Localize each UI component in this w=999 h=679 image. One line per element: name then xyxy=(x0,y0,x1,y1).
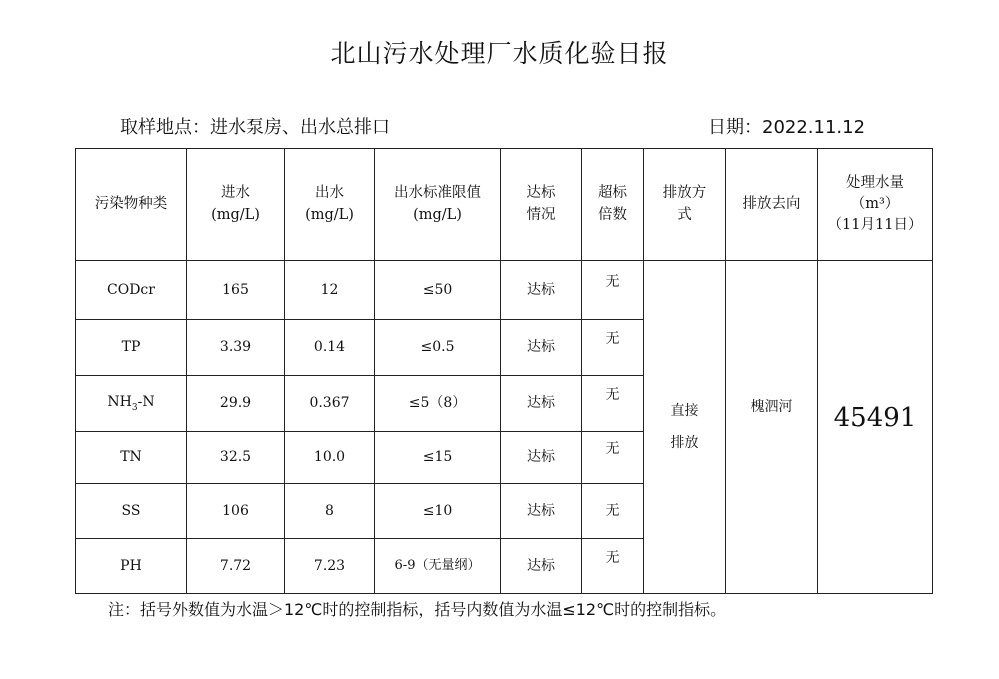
exceed-cell xyxy=(582,320,644,376)
header-row xyxy=(76,149,933,261)
header-limit-label: 出水标准限值 xyxy=(394,185,481,202)
report-date: 日期：2022.11.12 xyxy=(708,117,866,138)
header-volume-date: （11月11日） xyxy=(827,217,923,233)
header-pollutant: 污染物种类 xyxy=(76,149,187,261)
exceed-cell xyxy=(582,376,644,432)
inflow-cell: 29.9 xyxy=(187,376,285,432)
status-cell: 达标 xyxy=(501,539,582,594)
pollutant-cell: TP xyxy=(76,320,187,376)
status-cell: 达标 xyxy=(501,261,582,320)
header-compliance-line2: 情况 xyxy=(526,206,556,223)
limit-cell: ≤50 xyxy=(375,261,501,320)
header-inflow xyxy=(187,149,285,261)
sampling-location: 取样地点：进水泵房、出水总排口 xyxy=(120,117,390,138)
header-destination: 排放去向 xyxy=(726,149,818,261)
header-outflow-unit: (mg/L) xyxy=(305,206,354,223)
exceed-value: 无 xyxy=(605,502,620,519)
header-exceed-line2: 倍数 xyxy=(598,206,627,223)
status-cell: 达标 xyxy=(501,320,582,376)
inflow-cell: 32.5 xyxy=(187,432,285,484)
pollutant-subscript: 3 xyxy=(131,402,138,413)
inflow-cell: 165 xyxy=(187,261,285,320)
discharge-method-line2: 排放 xyxy=(670,435,699,451)
status-cell: 达标 xyxy=(501,484,582,539)
header-volume xyxy=(818,149,933,261)
header-limit-unit: (mg/L) xyxy=(413,206,462,223)
header-outflow xyxy=(285,149,375,261)
pollutant-cell: SS xyxy=(76,484,187,539)
header-compliance-line1: 达标 xyxy=(526,185,556,202)
header-exceed-line1: 超标 xyxy=(598,185,627,202)
header-discharge-method xyxy=(644,149,726,261)
limit-cell: ≤0.5 xyxy=(375,320,501,376)
limit-cell: ≤5（8） xyxy=(375,376,501,432)
header-exceed xyxy=(582,149,644,261)
header-discharge-method-line1: 排放方 xyxy=(662,185,707,202)
header-volume-unit: （m³） xyxy=(850,195,900,212)
destination-value: 槐泗河 xyxy=(750,398,793,415)
pollutant-cell: CODcr xyxy=(76,261,187,320)
outflow-cell: 10.0 xyxy=(285,432,375,484)
limit-cell: 6-9（无量纲） xyxy=(375,539,501,594)
volume-value: 45491 xyxy=(833,403,917,434)
status-cell: 达标 xyxy=(501,432,582,484)
exceed-value: 无 xyxy=(605,273,620,290)
exceed-cell xyxy=(582,539,644,594)
header-outflow-label: 出水 xyxy=(315,185,344,202)
header-limit xyxy=(375,149,501,261)
pollutant-cell: PH xyxy=(76,539,187,594)
outflow-cell: 0.367 xyxy=(285,376,375,432)
header-discharge-method-line2: 式 xyxy=(677,206,692,223)
exceed-cell xyxy=(582,261,644,320)
inflow-cell: 3.39 xyxy=(187,320,285,376)
outflow-cell: 8 xyxy=(285,484,375,539)
pollutant-suffix: -N xyxy=(137,394,155,411)
outflow-cell: 12 xyxy=(285,261,375,320)
exceed-value: 无 xyxy=(605,441,620,458)
status-cell: 达标 xyxy=(501,376,582,432)
pollutant-cell xyxy=(76,376,187,432)
header-inflow-label: 进水 xyxy=(221,185,250,202)
discharge-method-line1: 直接 xyxy=(670,402,699,419)
report-title: 北山污水处理厂水质化验日报 xyxy=(330,39,669,68)
inflow-cell: 106 xyxy=(187,484,285,539)
table-row xyxy=(76,261,933,320)
exceed-value: 无 xyxy=(605,387,620,404)
destination-cell xyxy=(726,261,818,594)
pollutant-name: NH xyxy=(107,394,132,411)
exceed-value: 无 xyxy=(605,331,620,348)
footnote: 注：括号外数值为水温＞12℃时的控制指标，括号内数值为水温≤12℃时的控制指标。 xyxy=(108,600,727,619)
discharge-method-cell xyxy=(644,261,726,594)
limit-cell: ≤15 xyxy=(375,432,501,484)
volume-cell xyxy=(818,261,933,594)
header-compliance xyxy=(501,149,582,261)
header-volume-label: 处理水量 xyxy=(846,174,904,191)
inflow-cell: 7.72 xyxy=(187,539,285,594)
header-inflow-unit: (mg/L) xyxy=(211,206,260,223)
exceed-value: 无 xyxy=(605,549,620,566)
outflow-cell: 0.14 xyxy=(285,320,375,376)
water-quality-table xyxy=(75,148,933,594)
limit-cell: ≤10 xyxy=(375,484,501,539)
exceed-cell xyxy=(582,432,644,484)
outflow-cell: 7.23 xyxy=(285,539,375,594)
pollutant-cell: TN xyxy=(76,432,187,484)
exceed-cell xyxy=(582,484,644,539)
